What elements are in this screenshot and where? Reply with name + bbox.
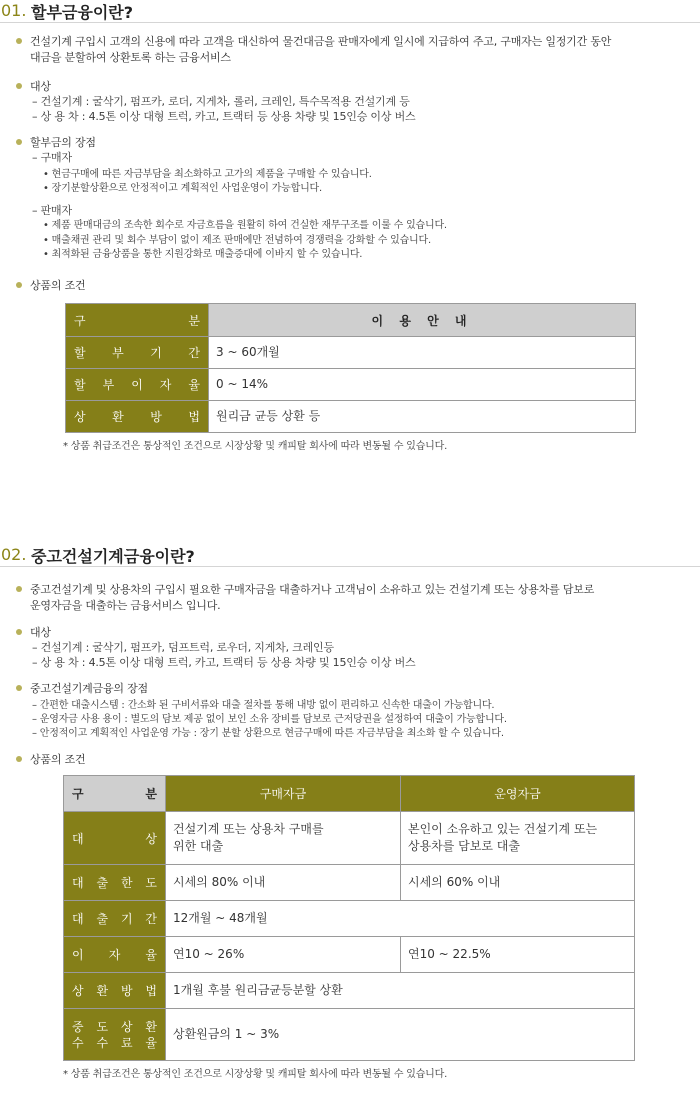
- target-item: – 상 용 차 : 4.5톤 이상 대형 트럭, 카고, 트랙터 등 상용 차량 및 15인승 이상 버스: [32, 656, 416, 669]
- buyer-heading: – 구매자: [32, 151, 72, 164]
- intro-text: 운영자금을 대출하는 금융서비스 입니다.: [30, 599, 221, 612]
- divider: [0, 22, 700, 23]
- merit-heading: 중고건설기계금융의 장점: [30, 682, 148, 695]
- row-value: 시세의 60% 이내: [401, 865, 635, 901]
- row-label: 상 환 방 법: [66, 401, 209, 433]
- table-row: [64, 973, 635, 1009]
- table-header-operating: 운영자금: [401, 776, 635, 812]
- bullet-icon: [16, 756, 22, 762]
- conditions-heading: 상품의 조건: [30, 279, 86, 292]
- buyer-item: • 현금구매에 따른 자금부담을 최소화하고 고가의 제품을 구매할 수 있습니다.: [43, 169, 372, 180]
- table-header-guide: 이 용 안 내: [209, 304, 636, 337]
- row-label: 할 부 기 간: [66, 337, 209, 369]
- section-title: 중고건설기계금융이란?: [31, 547, 195, 566]
- intro-text: 대금을 분할하여 상환토록 하는 금융서비스: [30, 51, 231, 64]
- used-equipment-conditions-table: [63, 775, 635, 1061]
- seller-item: • 매출채권 관리 및 회수 부담이 없이 제조 판매에만 전념하여 경쟁력을 강화할 수 있습니다.: [43, 235, 431, 246]
- section-number: 01.: [1, 1, 27, 20]
- row-label: 대 출 기 간: [64, 901, 166, 937]
- row-label: 중 도 상 환 수 수 료 율: [64, 1009, 166, 1061]
- row-label: 대 상: [64, 812, 166, 865]
- merit-item: – 운영자금 사용 용이 : 별도의 담보 제공 없이 보인 소유 장비를 담보로 근저당권을 설정하여 대출이 가능합니다.: [32, 714, 507, 725]
- row-value: 시세의 80% 이내: [166, 865, 401, 901]
- row-value: 건설기계 또는 상용차 구매를 위한 대출: [166, 812, 401, 865]
- target-item: – 건설기계 : 굴삭기, 펌프카, 덤프트럭, 로우더, 지게차, 크레인등: [32, 641, 334, 654]
- seller-item: • 제품 판매대금의 조속한 회수로 자금흐름을 원활히 하여 건실한 재무구조를 이룰 수 있습니다.: [43, 220, 447, 231]
- section-installment: [0, 0, 700, 24]
- target-item: – 상 용 차 : 4.5톤 이상 대형 트럭, 카고, 트랙터 등 상용 차량 및 15인승 이상 버스: [32, 110, 416, 123]
- section-title-row: [0, 544, 700, 568]
- table-row: [64, 937, 635, 973]
- section-number: 02.: [1, 545, 27, 564]
- row-value: 상환원금의 1 ~ 3%: [166, 1009, 635, 1061]
- seller-item: • 최적화된 금융상품을 통한 지원강화로 매출증대에 이바지 할 수 있습니다.: [43, 249, 363, 260]
- table-row: [64, 865, 635, 901]
- table-header-category: 구 분: [64, 776, 166, 812]
- bullet-icon: [16, 685, 22, 691]
- table-note: * 상품 취급조건은 통상적인 조건으로 시장상황 및 캐피탈 회사에 따라 변동될 수 있습니다.: [63, 1069, 448, 1080]
- bullet-icon: [16, 83, 22, 89]
- bullet-icon: [16, 139, 22, 145]
- table-note: * 상품 취급조건은 통상적인 조건으로 시장상황 및 캐피탈 회사에 따라 변동될 수 있습니다.: [63, 441, 448, 452]
- row-label: 상 환 방 법: [64, 973, 166, 1009]
- row-value: 연10 ~ 22.5%: [401, 937, 635, 973]
- table-header-category: 구 분: [66, 304, 209, 337]
- section-used-equipment: [0, 544, 700, 568]
- table-header-purchase: 구매자금: [166, 776, 401, 812]
- bullet-icon: [16, 282, 22, 288]
- installment-conditions-table: [65, 303, 636, 433]
- table-row: [64, 901, 635, 937]
- row-label: 이 자 율: [64, 937, 166, 973]
- row-value: 원리금 균등 상환 등: [209, 401, 636, 433]
- target-heading: 대상: [30, 626, 51, 639]
- row-value: 3 ~ 60개월: [209, 337, 636, 369]
- row-value: 12개월 ~ 48개월: [166, 901, 635, 937]
- conditions-heading: 상품의 조건: [30, 753, 86, 766]
- table-row: [64, 812, 635, 865]
- row-value: 연10 ~ 26%: [166, 937, 401, 973]
- section-title: 할부금융이란?: [31, 3, 134, 22]
- target-heading: 대상: [30, 80, 51, 93]
- table-row: [66, 369, 636, 401]
- table-row: [66, 337, 636, 369]
- row-label: 할 부 이 자 율: [66, 369, 209, 401]
- intro-text: 중고건설기계 및 상용차의 구입시 필요한 구매자금을 대출하거나 고객님이 소유하고 있는 건설기계 또는 상용차를 담보로: [30, 583, 595, 596]
- divider: [0, 566, 700, 567]
- merit-item: – 간편한 대출시스템 : 간소화 된 구비서류와 대출 절차를 통해 내방 없이 편리하고 신속한 대출이 가능합니다.: [32, 700, 495, 711]
- bullet-icon: [16, 629, 22, 635]
- intro-text: 건설기계 구입시 고객의 신용에 따라 고객을 대신하여 물건대금을 판매자에게 일시에 지급하여 주고, 구매자는 일정기간 동안: [30, 35, 612, 48]
- table-row: [66, 401, 636, 433]
- merit-heading: 할부금의 장점: [30, 136, 96, 149]
- bullet-icon: [16, 586, 22, 592]
- section-title-row: [0, 0, 700, 24]
- row-value: 0 ~ 14%: [209, 369, 636, 401]
- row-value: 1개월 후불 원리금균등분할 상환: [166, 973, 635, 1009]
- buyer-item: • 장기분할상환으로 안정적이고 계획적인 사업운영이 가능합니다.: [43, 183, 322, 194]
- target-item: – 건설기계 : 굴삭기, 펌프카, 로더, 지게차, 롤러, 크레인, 특수목적용 건설기계 등: [32, 95, 410, 108]
- bullet-icon: [16, 38, 22, 44]
- table-row: [64, 1009, 635, 1061]
- seller-heading: – 판매자: [32, 204, 72, 217]
- row-label: 대 출 한 도: [64, 865, 166, 901]
- merit-item: – 안정적이고 계획적인 사업운영 가능 : 장기 분할 상환으로 현금구매에 따른 자금부담을 최소화 할 수 있습니다.: [32, 728, 504, 739]
- row-value: 본인이 소유하고 있는 건설기계 또는 상용차를 담보로 대출: [401, 812, 635, 865]
